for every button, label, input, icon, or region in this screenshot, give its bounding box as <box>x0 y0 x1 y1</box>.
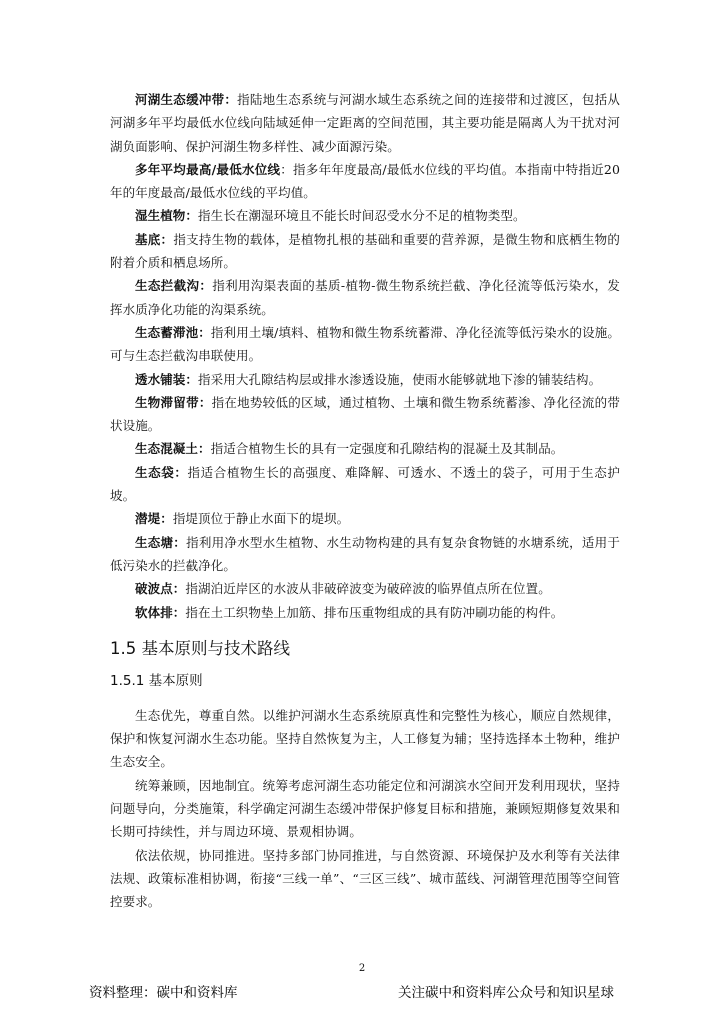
footer-follow-label: 关注碳中和资料库公众号和知识星球 <box>398 985 614 1001</box>
definition-text: 指利用土壤/填料、植物和微生物系统蓄滞、净化径流等低污染水的设施。可与生态拦截沟串联使用。 <box>110 324 620 364</box>
definition-item <box>110 274 620 321</box>
subsection-heading: 1.5.1 基本原则 <box>110 672 203 689</box>
principles-list <box>110 704 620 914</box>
definition-text: 指陆地生态系统与河湖水域生态系统之间的连接带和过渡区，包括从河湖多年平均最低水位线向陆域延伸一定距离的空间范围，其主要功能是隔离人为干扰对河湖负面影响、保护河湖生物多样性、减少面源污染。 <box>110 92 620 154</box>
definition-item <box>110 391 620 438</box>
definition-item <box>110 204 620 227</box>
definition-item <box>110 531 620 578</box>
page-content <box>110 88 620 914</box>
definition-item <box>110 577 620 600</box>
definition-text: 指采用大孔隙结构层或排水渗透设施，使雨水能够就地下渗的铺装结构。 <box>198 371 602 387</box>
page-number: 2 <box>358 963 366 974</box>
footer-source-label: 资料整理：碳中和资料库 <box>89 985 238 1001</box>
definition-text: 指利用沟渠表面的基质-植物-微生物系统拦截、净化径流等低污染水，发挥水质净化功能的沟渠系统。 <box>110 278 620 317</box>
principle-paragraph: 统筹兼顾，因地制宜。统筹考虑河湖生态功能定位和河湖滨水空间开发利用现状，坚持问题导向，分类施策，科学确定河湖生态缓冲带保护修复目标和措施，兼顾短期修复效果和长期可持续性，并与周边环境、景观相协调。 <box>110 777 620 840</box>
definition-item <box>110 601 620 624</box>
definition-item <box>110 228 620 275</box>
principle-paragraph: 依法依规，协同推进。坚持多部门协同推进，与自然资源、环境保护及水利等有关法律法规、政策标准相协调，衔接“三线一单”、“三区三线”、城市蓝线、河湖管理范围等空间管控要求。 <box>110 847 620 910</box>
definitions-list <box>110 88 620 624</box>
definition-text: 指堤顶位于静止水面下的堤坝。 <box>172 511 350 527</box>
definition-term: 河湖生态缓冲带： <box>135 92 238 107</box>
definition-text: 指适合植物生长的高强度、难降解、可透水、不透土的袋子，可用于生态护坡。 <box>110 464 620 504</box>
definition-term: 破波点： <box>135 581 186 597</box>
definition-item <box>110 437 620 460</box>
definition-text: 指适合植物生长的具有一定强度和孔隙结构的混凝土及其制品。 <box>210 441 564 457</box>
definition-term: 生态拦截沟： <box>135 278 213 294</box>
definition-text: 指生长在潮湿环境且不能长时间忍受水分不足的植物类型。 <box>198 208 526 224</box>
definition-text: 指湖泊近岸区的水波从非破碎波变为破碎波的临界值点所在位置。 <box>185 581 551 597</box>
definition-item <box>110 321 620 368</box>
definition-term: 多年平均最高/最低水位线 <box>135 161 281 177</box>
definition-term: 透水铺装： <box>135 371 199 387</box>
definition-item <box>110 368 620 391</box>
definition-text: ：指多年年度最高/最低水位线的平均值。本指南中特指近20年的年度最高/最低水位线的平均值。 <box>110 161 620 201</box>
definition-text: 指支持生物的载体，是植物扎根的基础和重要的营养源，是微生物和底栖生物的附着介质和栖息场所。 <box>110 231 620 271</box>
definition-term: 生态混凝土： <box>135 441 211 457</box>
definition-term: 软体排： <box>135 604 186 620</box>
definition-item <box>110 507 620 530</box>
definition-term: 生态蓄滞池： <box>135 324 211 340</box>
section-heading: 1.5 基本原则与技术路线 <box>110 638 290 658</box>
definition-term: 潜堤： <box>135 511 173 527</box>
definition-term: 基底： <box>135 231 174 247</box>
definition-term: 生态袋： <box>135 464 188 480</box>
definition-term: 湿生植物： <box>135 208 199 224</box>
definition-item <box>110 158 620 205</box>
principle-paragraph: 生态优先，尊重自然。以维护河湖水生态系统原真性和完整性为核心，顺应自然规律，保护和恢复河湖水生态功能。坚持自然恢复为主，人工修复为辅；坚持选择本土物种，维护生态安全。 <box>110 707 620 770</box>
definition-text: 指在土工织物垫上加筋、排布压重物组成的具有防冲刷功能的构件。 <box>185 604 564 620</box>
definition-item <box>110 88 620 158</box>
definition-item <box>110 461 620 508</box>
definition-term: 生态塘： <box>135 534 187 550</box>
definition-text: 指在地势较低的区域，通过植物、土壤和微生物系统蓄渗、净化径流的带状设施。 <box>110 394 620 434</box>
definition-term: 生物滞留带： <box>135 394 212 410</box>
definition-text: 指利用净水型水生植物、水生动物构建的具有复杂食物链的水塘系统，适用于低污染水的拦截净化。 <box>110 534 620 573</box>
